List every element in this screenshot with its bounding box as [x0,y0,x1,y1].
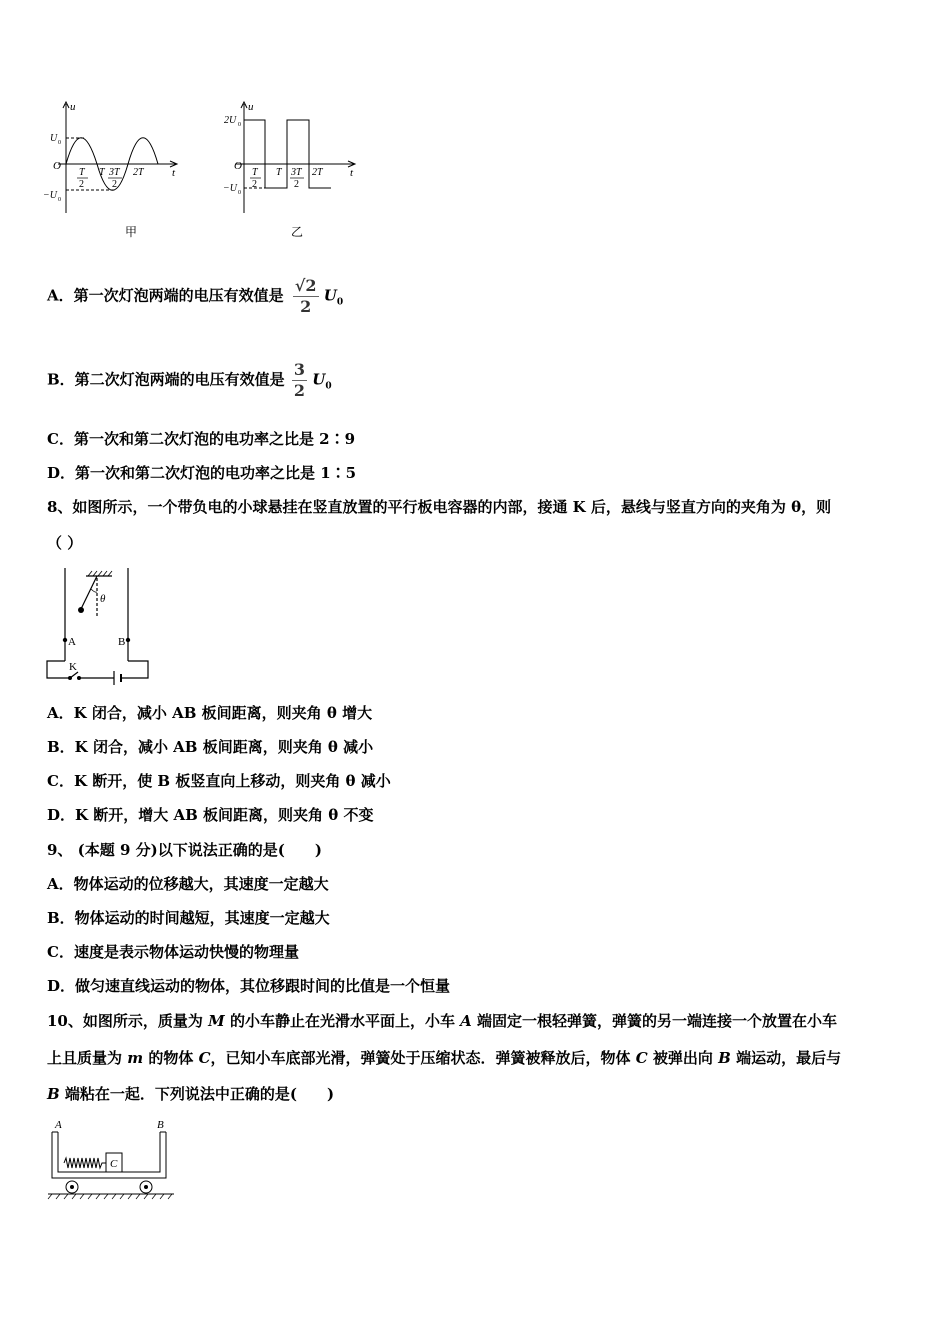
q8-fig-k: K [69,661,77,673]
q7-b-fraction: $\frac{3}{2}$ [293,360,306,400]
jia-tick-t: T [99,167,105,178]
q7-option-a[interactable]: A．第一次灯泡两端的电压有效值是 $\frac{√2}{2}$ $U_0$ [47,276,344,316]
jia-u0: U [50,133,58,144]
q10-fig-a: A [55,1119,62,1131]
yi-negu0-sub: 0 [238,190,241,196]
jia-negu0-sub: 0 [58,197,61,203]
jia-u0-sub: 0 [58,140,61,146]
q8-paren: （ ） [47,534,83,552]
jia-origin: O [53,160,61,172]
yi-negu0: −U [223,183,237,194]
q8-option-a[interactable]: A．K 闭合，减小 AB 板间距离，则夹角 θ 增大 [47,704,373,722]
yi-u-label: u [248,101,254,113]
q8-fig-a: A [68,636,76,648]
q8-option-d[interactable]: D．K 断开，增大 AB 板间距离，则夹角 θ 不变 [47,806,374,824]
q10-cart-body [52,1132,166,1178]
q8-thread [81,576,97,609]
q9-option-a[interactable]: A．物体运动的位移越大，其速度一定越大 [47,875,329,893]
yi-tick-2t: 2T [312,167,323,178]
yi-caption: 乙 [291,225,304,239]
yi-2u0: 2U [224,115,237,126]
q7-a-fraction: $\frac{√2}{2}$ [294,276,317,316]
q10-fig-c: C [110,1158,118,1170]
q9-stem: 9、 (本题 9 分)以下说法正确的是( ) [47,841,322,859]
q10-cart-figure [44,1116,184,1202]
yi-origin: O [234,160,242,172]
jia-tick-3t2-den: 2 [112,179,117,190]
q8-fig-theta: θ [100,593,106,605]
jia-tick-t2-den: 2 [79,179,84,190]
yi-tick-3t2-num: 3T [291,167,302,178]
yi-tick-t2-num: T [252,167,258,178]
q7-option-b[interactable]: B．第二次灯泡两端的电压有效值是 $\frac{3}{2}$ $U_0$ [47,360,332,400]
figure-jia-graph [40,98,190,243]
yi-t-label: t [350,167,354,179]
q7-option-c[interactable]: C．第一次和第二次灯泡的电功率之比是 2∶9 [47,430,356,448]
yi-2u0-sub: 0 [238,122,241,128]
q10-fig-b: B [157,1119,164,1131]
yi-tick-t: T [276,167,282,178]
q8-capacitor-figure [42,566,152,690]
q9-option-d[interactable]: D．做匀速直线运动的物体，其位移跟时间的比值是一个恒量 [47,977,451,995]
jia-tick-2t: 2T [133,167,144,178]
q8-fig-b: B [118,636,126,648]
q9-option-b[interactable]: B．物体运动的时间越短，其速度一定越大 [47,909,330,927]
q10-stem-line3: B 端粘在一起．下列说法中正确的是( ) [47,1085,335,1103]
jia-tick-3t2-num: 3T [109,167,120,178]
q8-wire-left [47,661,70,678]
jia-caption: 甲 [125,225,138,239]
q8-ball [78,607,84,613]
yi-tick-3t2-den: 2 [294,179,299,190]
q7-option-d[interactable]: D．第一次和第二次灯泡的电功率之比是 1∶5 [47,464,357,482]
q8-wire-right [122,661,148,678]
q8-option-b[interactable]: B．K 闭合，减小 AB 板间距离，则夹角 θ 减小 [47,738,374,756]
yi-tick-t2-den: 2 [252,179,257,190]
q8-stem: 8、如图所示，一个带负电的小球悬挂在竖直放置的平行板电容器的内部，接通 K 后，悬线与竖直方向的夹角为 θ，则 [47,498,832,516]
q9-option-c[interactable]: C．速度是表示物体运动快慢的物理量 [47,943,299,961]
q10-stem-line1: 10、如图所示，质量为 M 的小车静止在光滑水平面上，小车 A 端固定一根轻弹簧，弹簧的另一端连接一个放置在小车 [47,1012,838,1030]
q10-stem-line2: 上且质量为 m 的物体 C，已知小车底部光滑，弹簧处于压缩状态．弹簧被释放后，物体 C 被弹出向 B 端运动，最后与 [47,1049,842,1067]
jia-u-label: u [70,101,76,113]
q10-spring [64,1158,106,1168]
figure-yi-graph [218,98,368,243]
jia-t-label: t [172,167,176,179]
jia-negu0: −U [43,190,57,201]
jia-tick-t2-num: T [79,167,85,178]
q8-option-c[interactable]: C．K 断开，使 B 板竖直向上移动，则夹角 θ 减小 [47,772,391,790]
